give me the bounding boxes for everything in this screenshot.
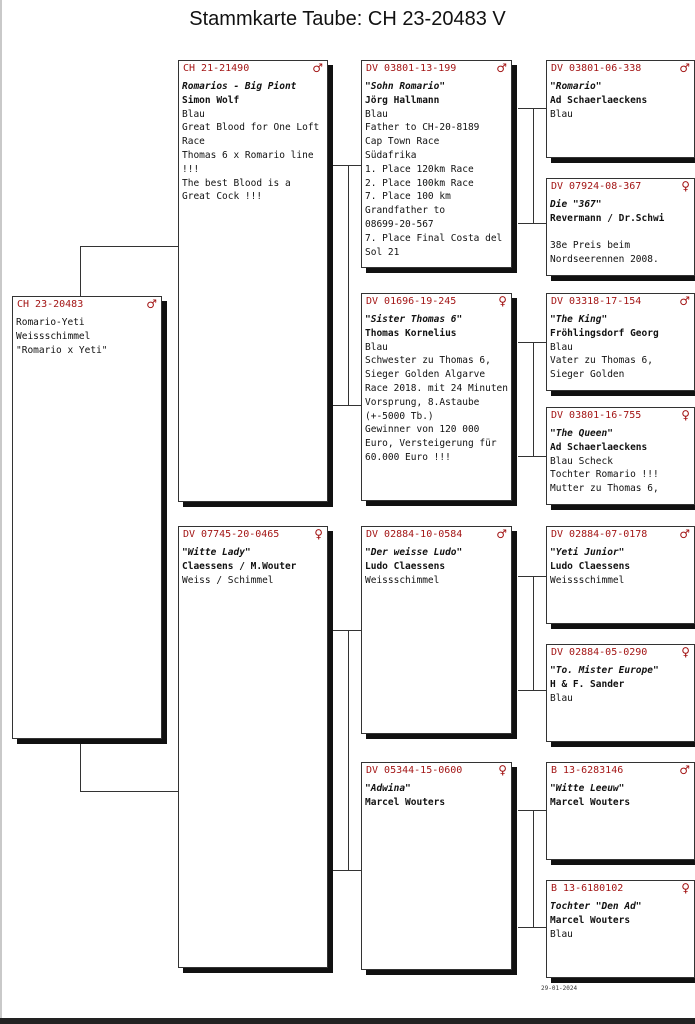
- card-body: [550, 546, 691, 587]
- ring-number: [183, 529, 323, 542]
- owner-name: Thomas Kornelius: [365, 327, 457, 339]
- ring-label: CH 21-21490: [183, 63, 250, 74]
- ring-number: [366, 765, 507, 778]
- pedigree-card-fff[interactable]: [546, 60, 695, 158]
- info-line: Blau: [550, 341, 573, 353]
- ring-label: DV 07745-20-0465: [183, 529, 280, 540]
- female-icon: ♀: [681, 881, 690, 895]
- male-icon: ♂: [496, 61, 507, 75]
- connector: [518, 927, 548, 928]
- info-line: Grandfather to: [365, 205, 446, 217]
- pedigree-card-father[interactable]: [178, 60, 328, 502]
- connector: [348, 165, 349, 405]
- info-line: 2. Place 100km Race: [365, 177, 474, 189]
- owner-name: Ad Schaerlaeckens: [550, 94, 648, 106]
- info-line: Südafrika: [365, 149, 417, 161]
- male-icon: ♂: [679, 294, 690, 308]
- female-icon: ♀: [681, 179, 690, 193]
- pedigree-card-mother[interactable]: [178, 526, 328, 968]
- card-body: [365, 313, 514, 465]
- card-body: [182, 546, 324, 587]
- owner-name: Simon Wolf: [182, 94, 240, 106]
- owner-name: Jörg Hallmann: [365, 94, 440, 106]
- pigeon-name: Die "367": [550, 199, 602, 210]
- info-line: 08699-20-567: [365, 218, 434, 230]
- ring-number: [551, 529, 690, 542]
- female-icon: ♀: [314, 527, 323, 541]
- pigeon-name: "The King": [550, 314, 608, 325]
- info-line: Weissschimmel: [550, 574, 625, 586]
- info-line: Blau: [550, 692, 573, 704]
- info-line: [550, 226, 691, 240]
- pigeon-name: "Witte Leeuw": [550, 783, 625, 794]
- pedigree-card-ffm[interactable]: [546, 178, 695, 276]
- card-body: [365, 80, 508, 259]
- owner-name: Claessens / M.Wouter: [182, 560, 297, 572]
- ring-label: DV 03801-16-755: [551, 410, 642, 421]
- connector: [333, 870, 363, 871]
- ring-number: [551, 647, 690, 660]
- info-line: Weissschimmel: [16, 330, 91, 342]
- connector: [533, 108, 534, 223]
- info-line: Weiss / Schimmel: [182, 574, 274, 586]
- card-body: [365, 782, 508, 810]
- owner-name: Ludo Claessens: [550, 560, 631, 572]
- owner-name: Marcel Wouters: [550, 796, 631, 808]
- info-line: "Romario x Yeti": [16, 344, 108, 356]
- page-title: Stammkarte Taube: CH 23-20483 V: [189, 8, 506, 30]
- card-body: [182, 80, 324, 204]
- ring-label: DV 02884-05-0290: [551, 647, 648, 658]
- ring-label: DV 05344-15-0600: [366, 765, 463, 776]
- pigeon-name: "Witte Lady": [182, 547, 251, 558]
- info-line: Tochter Romario !!!: [550, 469, 659, 481]
- ring-number: [551, 765, 690, 778]
- card-body: [550, 900, 691, 941]
- ring-label: DV 01696-19-245: [366, 296, 457, 307]
- info-line: Great Blood for One Loft Race: [182, 122, 326, 148]
- connector: [533, 342, 534, 456]
- male-icon: ♂: [146, 297, 157, 311]
- info-line: Cap Town Race: [365, 136, 440, 148]
- female-icon: ♀: [681, 408, 690, 422]
- owner-name: Marcel Wouters: [550, 914, 631, 926]
- pedigree-card-father-father[interactable]: [361, 60, 512, 268]
- owner-name: Ad Schaerlaeckens: [550, 441, 648, 453]
- bottom-bar: [0, 1018, 695, 1024]
- ring-number: [551, 181, 690, 194]
- female-icon: ♀: [681, 645, 690, 659]
- male-icon: ♂: [679, 61, 690, 75]
- pedigree-card-mfm[interactable]: [546, 644, 695, 742]
- info-line: Blau: [182, 108, 205, 120]
- owner-name: Fröhlingsdorf Georg: [550, 327, 659, 339]
- pigeon-name: "To. Mister Europe": [550, 665, 659, 676]
- ring-label: CH 23-20483: [17, 299, 84, 310]
- ring-number: [551, 883, 690, 896]
- owner-name: Marcel Wouters: [365, 796, 446, 808]
- card-body: [550, 782, 691, 810]
- ring-label: DV 02884-10-0584: [366, 529, 463, 540]
- ring-label: DV 03801-13-199: [366, 63, 457, 74]
- footer-date: 29-01-2024: [541, 985, 578, 992]
- info-line: Vater zu Thomas 6,: [550, 355, 653, 367]
- ring-label: DV 03801-06-338: [551, 63, 642, 74]
- owner-name: H & F. Sander: [550, 678, 625, 690]
- info-line: Mutter zu Thomas 6,: [550, 483, 659, 495]
- pigeon-name: "Sister Thomas 6": [365, 314, 463, 325]
- info-line: Weissschimmel: [365, 574, 440, 586]
- pigeon-name: "Der weisse Ludo": [365, 547, 463, 558]
- pedigree-card-mother-father[interactable]: [361, 526, 512, 734]
- connector: [333, 405, 363, 406]
- ring-number: [551, 410, 690, 423]
- info-line: Thomas 6 x Romario line !!!: [182, 149, 320, 175]
- pigeon-name: "Romario": [550, 81, 602, 92]
- male-icon: ♂: [679, 527, 690, 541]
- ring-label: DV 07924-08-367: [551, 181, 642, 192]
- pigeon-name: "Sohn Romario": [365, 81, 446, 92]
- connector: [80, 791, 180, 792]
- male-icon: ♂: [679, 763, 690, 777]
- pigeon-name: "The Queen": [550, 428, 613, 439]
- ring-number: [17, 299, 157, 312]
- pigeon-name: Tochter "Den Ad": [550, 901, 642, 912]
- info-line: Gewinner von 120 000 Euro, Versteigerung für 60.000 Euro !!!: [365, 424, 503, 463]
- card-body: [550, 427, 691, 496]
- info-line: 7. Place Final Costa del Sol 21: [365, 232, 509, 258]
- ring-number: [551, 296, 690, 309]
- info-line: 7. Place 100 km: [365, 191, 451, 203]
- ring-label: B 13-6180102: [551, 883, 624, 894]
- ring-number: [183, 63, 323, 76]
- card-body: [550, 80, 691, 121]
- pedigree-card-fmm[interactable]: [546, 407, 695, 505]
- pedigree-card-mmm[interactable]: [546, 880, 695, 978]
- info-line: Schwester zu Thomas 6, Sieger Golden Algarve Race 2018. mit 24 Minuten Vorsprung, 8.Astaube (+-5000 Tb.): [365, 355, 514, 422]
- connector: [518, 456, 548, 457]
- connector: [80, 743, 81, 791]
- pedigree-card-father-mother[interactable]: [361, 293, 512, 501]
- ring-number: [366, 296, 507, 309]
- connector: [533, 576, 534, 690]
- connector: [80, 246, 180, 247]
- card-body: [550, 313, 691, 382]
- info-line: The best Blood is a Great Cock !!!: [182, 177, 297, 203]
- owner-name: Revermann / Dr.Schwi: [550, 212, 665, 224]
- pedigree-card-mother-mother[interactable]: [361, 762, 512, 970]
- pedigree-card-mff[interactable]: [546, 526, 695, 624]
- pedigree-card-fmf[interactable]: [546, 293, 695, 391]
- ring-number: [551, 63, 690, 76]
- info-line: Blau: [550, 108, 573, 120]
- pedigree-card-root[interactable]: [12, 296, 162, 739]
- ring-number: [366, 63, 507, 76]
- card-body: [16, 316, 158, 357]
- connector: [518, 223, 548, 224]
- ring-label: B 13-6283146: [551, 765, 624, 776]
- info-line: 1. Place 120km Race: [365, 163, 474, 175]
- connector: [80, 246, 81, 298]
- female-icon: ♀: [498, 294, 507, 308]
- ring-label: DV 02884-07-0178: [551, 529, 648, 540]
- info-line: Blau Scheck: [550, 455, 613, 467]
- connector: [348, 630, 349, 870]
- info-line: Blau: [365, 341, 388, 353]
- pedigree-card-mmf[interactable]: [546, 762, 695, 860]
- male-icon: ♂: [312, 61, 323, 75]
- ring-number: [366, 529, 507, 542]
- info-line: Romario-Yeti: [16, 317, 85, 328]
- pigeon-name: "Adwina": [365, 783, 411, 794]
- info-line: 38e Preis beim Nordseerennen 2008.: [550, 240, 659, 266]
- owner-name: Ludo Claessens: [365, 560, 446, 572]
- connector: [518, 690, 548, 691]
- info-line: Father to CH-20-8189: [365, 122, 480, 134]
- pigeon-name: "Yeti Junior": [550, 547, 625, 558]
- male-icon: ♂: [496, 527, 507, 541]
- info-line: Sieger Golden: [550, 369, 625, 381]
- connector: [533, 810, 534, 927]
- info-line: Blau: [550, 928, 573, 940]
- ring-label: DV 03318-17-154: [551, 296, 642, 307]
- card-body: [550, 198, 691, 267]
- pigeon-name: Romarios - Big Piont: [182, 81, 297, 92]
- female-icon: ♀: [498, 763, 507, 777]
- card-body: [365, 546, 508, 587]
- card-body: [550, 664, 691, 705]
- info-line: Blau: [365, 108, 388, 120]
